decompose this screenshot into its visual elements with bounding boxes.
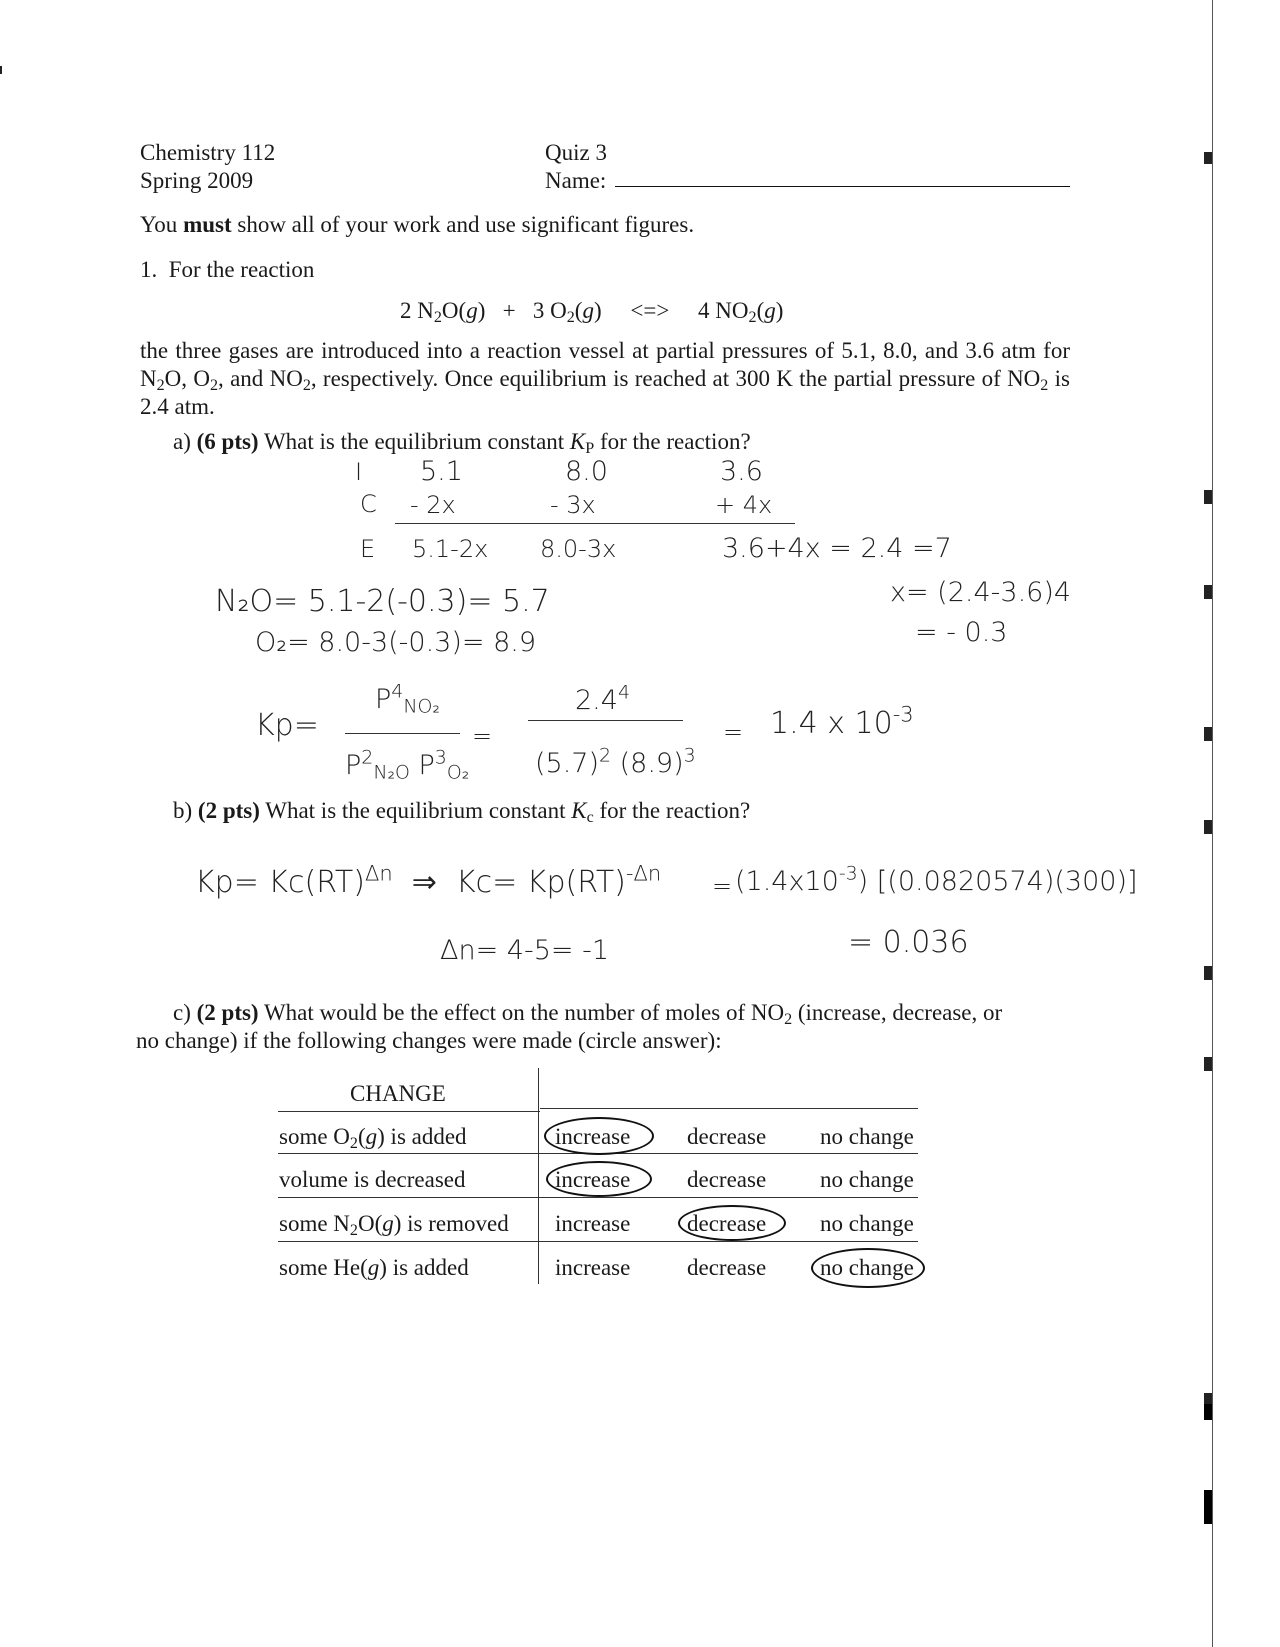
- kc-result: = 0.036: [848, 925, 969, 960]
- delta-n-calc: Δn= 4-5= -1: [440, 935, 610, 966]
- ice-eq-n2o: 5.1-2x: [412, 535, 489, 563]
- table-row-3-option-decrease[interactable]: decrease: [687, 1211, 767, 1236]
- course-title: Chemistry 112: [140, 140, 276, 165]
- kp-fraction-bar: [345, 733, 460, 734]
- table-row-1-option-no-change[interactable]: no change: [820, 1124, 914, 1149]
- scan-mark: [1204, 1057, 1212, 1071]
- table-row-2-option-no-change[interactable]: no change: [820, 1167, 914, 1192]
- scan-mark: [1204, 585, 1212, 599]
- answer-circle-row-4: [811, 1248, 925, 1288]
- name-label: Name:: [545, 168, 607, 193]
- kp-numerator-value: $2.4^4$: [575, 681, 630, 716]
- table-row-2-change: volume is decreased: [279, 1167, 466, 1192]
- question-1-intro: 1. For the reaction: [140, 257, 315, 282]
- x-solve-line-1: x= (2.4-3.6)4: [890, 577, 1072, 608]
- ice-change-o2: - 3x: [550, 491, 596, 519]
- name-blank-line[interactable]: [615, 186, 1070, 187]
- question-1-paragraph: the three gases are introduced into a reaction vessel at partial pressures of 5.1, 8.0, and 3.6 atm for $N_2O$, $O_2$, and $NO_2$, respectively. Once equilibrium is reached at 300 K the partial pressure of $NO_2$ is 2.4 atm.: [140, 338, 1070, 419]
- table-row-line-3: [278, 1241, 918, 1242]
- table-row-1-option-decrease[interactable]: decrease: [687, 1124, 767, 1149]
- x-solve-line-2: = - 0.3: [915, 617, 1008, 648]
- n2o-equilibrium-calc: N₂O= 5.1-2(-0.3)= 5.7: [215, 584, 550, 619]
- table-vertical-divider: [538, 1068, 539, 1284]
- kp-denominator-value: $(5.7)^2$ $(8.9)^3$: [535, 744, 696, 779]
- answer-circle-row-1: [544, 1117, 654, 1155]
- ice-initial-o2: 8.0: [565, 456, 608, 487]
- kc-equals: =: [712, 872, 733, 900]
- part-c-question: c) (2 pts) What would be the effect on the number of moles of $NO_2$ (increase, decrease, or: [173, 1000, 1003, 1029]
- quiz-title: Quiz 3: [545, 140, 607, 165]
- scan-mark: [1204, 966, 1212, 980]
- part-c-question-cont: no change) if the following changes were made (circle answer):: [136, 1028, 722, 1053]
- table-row-1-option-increase[interactable]: increase: [555, 1124, 631, 1149]
- table-row-4-option-no-change[interactable]: no change: [820, 1255, 914, 1280]
- ice-change-n2o: - 2x: [410, 491, 456, 519]
- table-row-3-option-increase[interactable]: increase: [555, 1211, 631, 1236]
- scan-mark: [0, 66, 2, 74]
- kp-result: 1.4 x $10^{-3}$: [770, 702, 914, 741]
- table-header-line-left: [278, 1111, 540, 1112]
- ice-divider-line: [395, 523, 795, 524]
- answer-circle-row-3: [678, 1205, 786, 1241]
- ice-eq-o2: 8.0-3x: [540, 535, 617, 563]
- ice-row-label-e: E: [360, 535, 376, 563]
- scan-edge-line: [1212, 0, 1213, 1647]
- term: Spring 2009: [140, 168, 254, 193]
- ice-row-label-i: I: [355, 458, 363, 486]
- table-row-4-option-increase[interactable]: increase: [555, 1255, 631, 1280]
- kp-numerator: $P^4_{NO_2}$: [375, 680, 440, 718]
- scan-mark: [1204, 1490, 1212, 1524]
- table-header-line: [540, 1108, 918, 1109]
- table-row-line-2: [278, 1197, 918, 1198]
- kc-relation: Kp= Kc(RT)$^{\Delta n}$ ⇒ Kc= Kp(RT)$^{-\Delta n}$: [195, 861, 662, 900]
- kp-value-fraction-bar: [528, 720, 683, 721]
- scan-mark: [1204, 490, 1212, 504]
- kp-equals-1: =: [472, 722, 493, 750]
- table-row-4-option-decrease[interactable]: decrease: [687, 1255, 767, 1280]
- table-row-1-change: some $O_2(g)$ is added: [279, 1124, 467, 1153]
- table-row-2-option-increase[interactable]: increase: [555, 1167, 631, 1192]
- kp-label: Kp=: [255, 708, 319, 743]
- instructions: You must show all of your work and use significant figures.: [140, 212, 695, 237]
- table-row-4-change: some He(g) is added: [279, 1255, 469, 1280]
- scan-mark: [1204, 1404, 1212, 1420]
- table-row-2-option-decrease[interactable]: decrease: [687, 1167, 767, 1192]
- part-a-question: a) (6 pts) What is the equilibrium constant $K_P$ for the reaction?: [173, 429, 751, 458]
- scan-mark: [1204, 152, 1212, 164]
- scan-mark: [1204, 820, 1212, 834]
- kp-denominator: $P^2_{N_2O}$ $P^3_{O_2}$: [345, 746, 470, 784]
- table-row-3-change: some $N_2O(g)$ is removed: [279, 1211, 509, 1240]
- ice-eq-no2: 3.6+4x = 2.4 =7: [722, 533, 952, 564]
- ice-change-no2: + 4x: [715, 491, 773, 519]
- kp-equals-2: =: [723, 718, 744, 746]
- scan-mark: [1204, 727, 1212, 741]
- o2-equilibrium-calc: O₂= 8.0-3(-0.3)= 8.9: [255, 627, 537, 658]
- ice-initial-n2o: 5.1: [420, 456, 463, 487]
- ice-initial-no2: 3.6: [720, 456, 763, 487]
- answer-circle-row-2: [546, 1161, 652, 1197]
- part-b-question: b) (2 pts) What is the equilibrium constant $K_c$ for the reaction?: [173, 798, 751, 827]
- reaction-equation: 2 $N_2O(g)$ + 3 $O_2(g)$ <=> 4 $NO_2(g)$: [400, 298, 784, 327]
- table-row-3-option-no-change[interactable]: no change: [820, 1211, 914, 1236]
- table-header-change: CHANGE: [350, 1081, 446, 1106]
- ice-row-label-c: C: [360, 490, 377, 518]
- kc-substitution: $(1.4x10^{-3})$ [(0.0820574)(300)]: [735, 862, 1138, 897]
